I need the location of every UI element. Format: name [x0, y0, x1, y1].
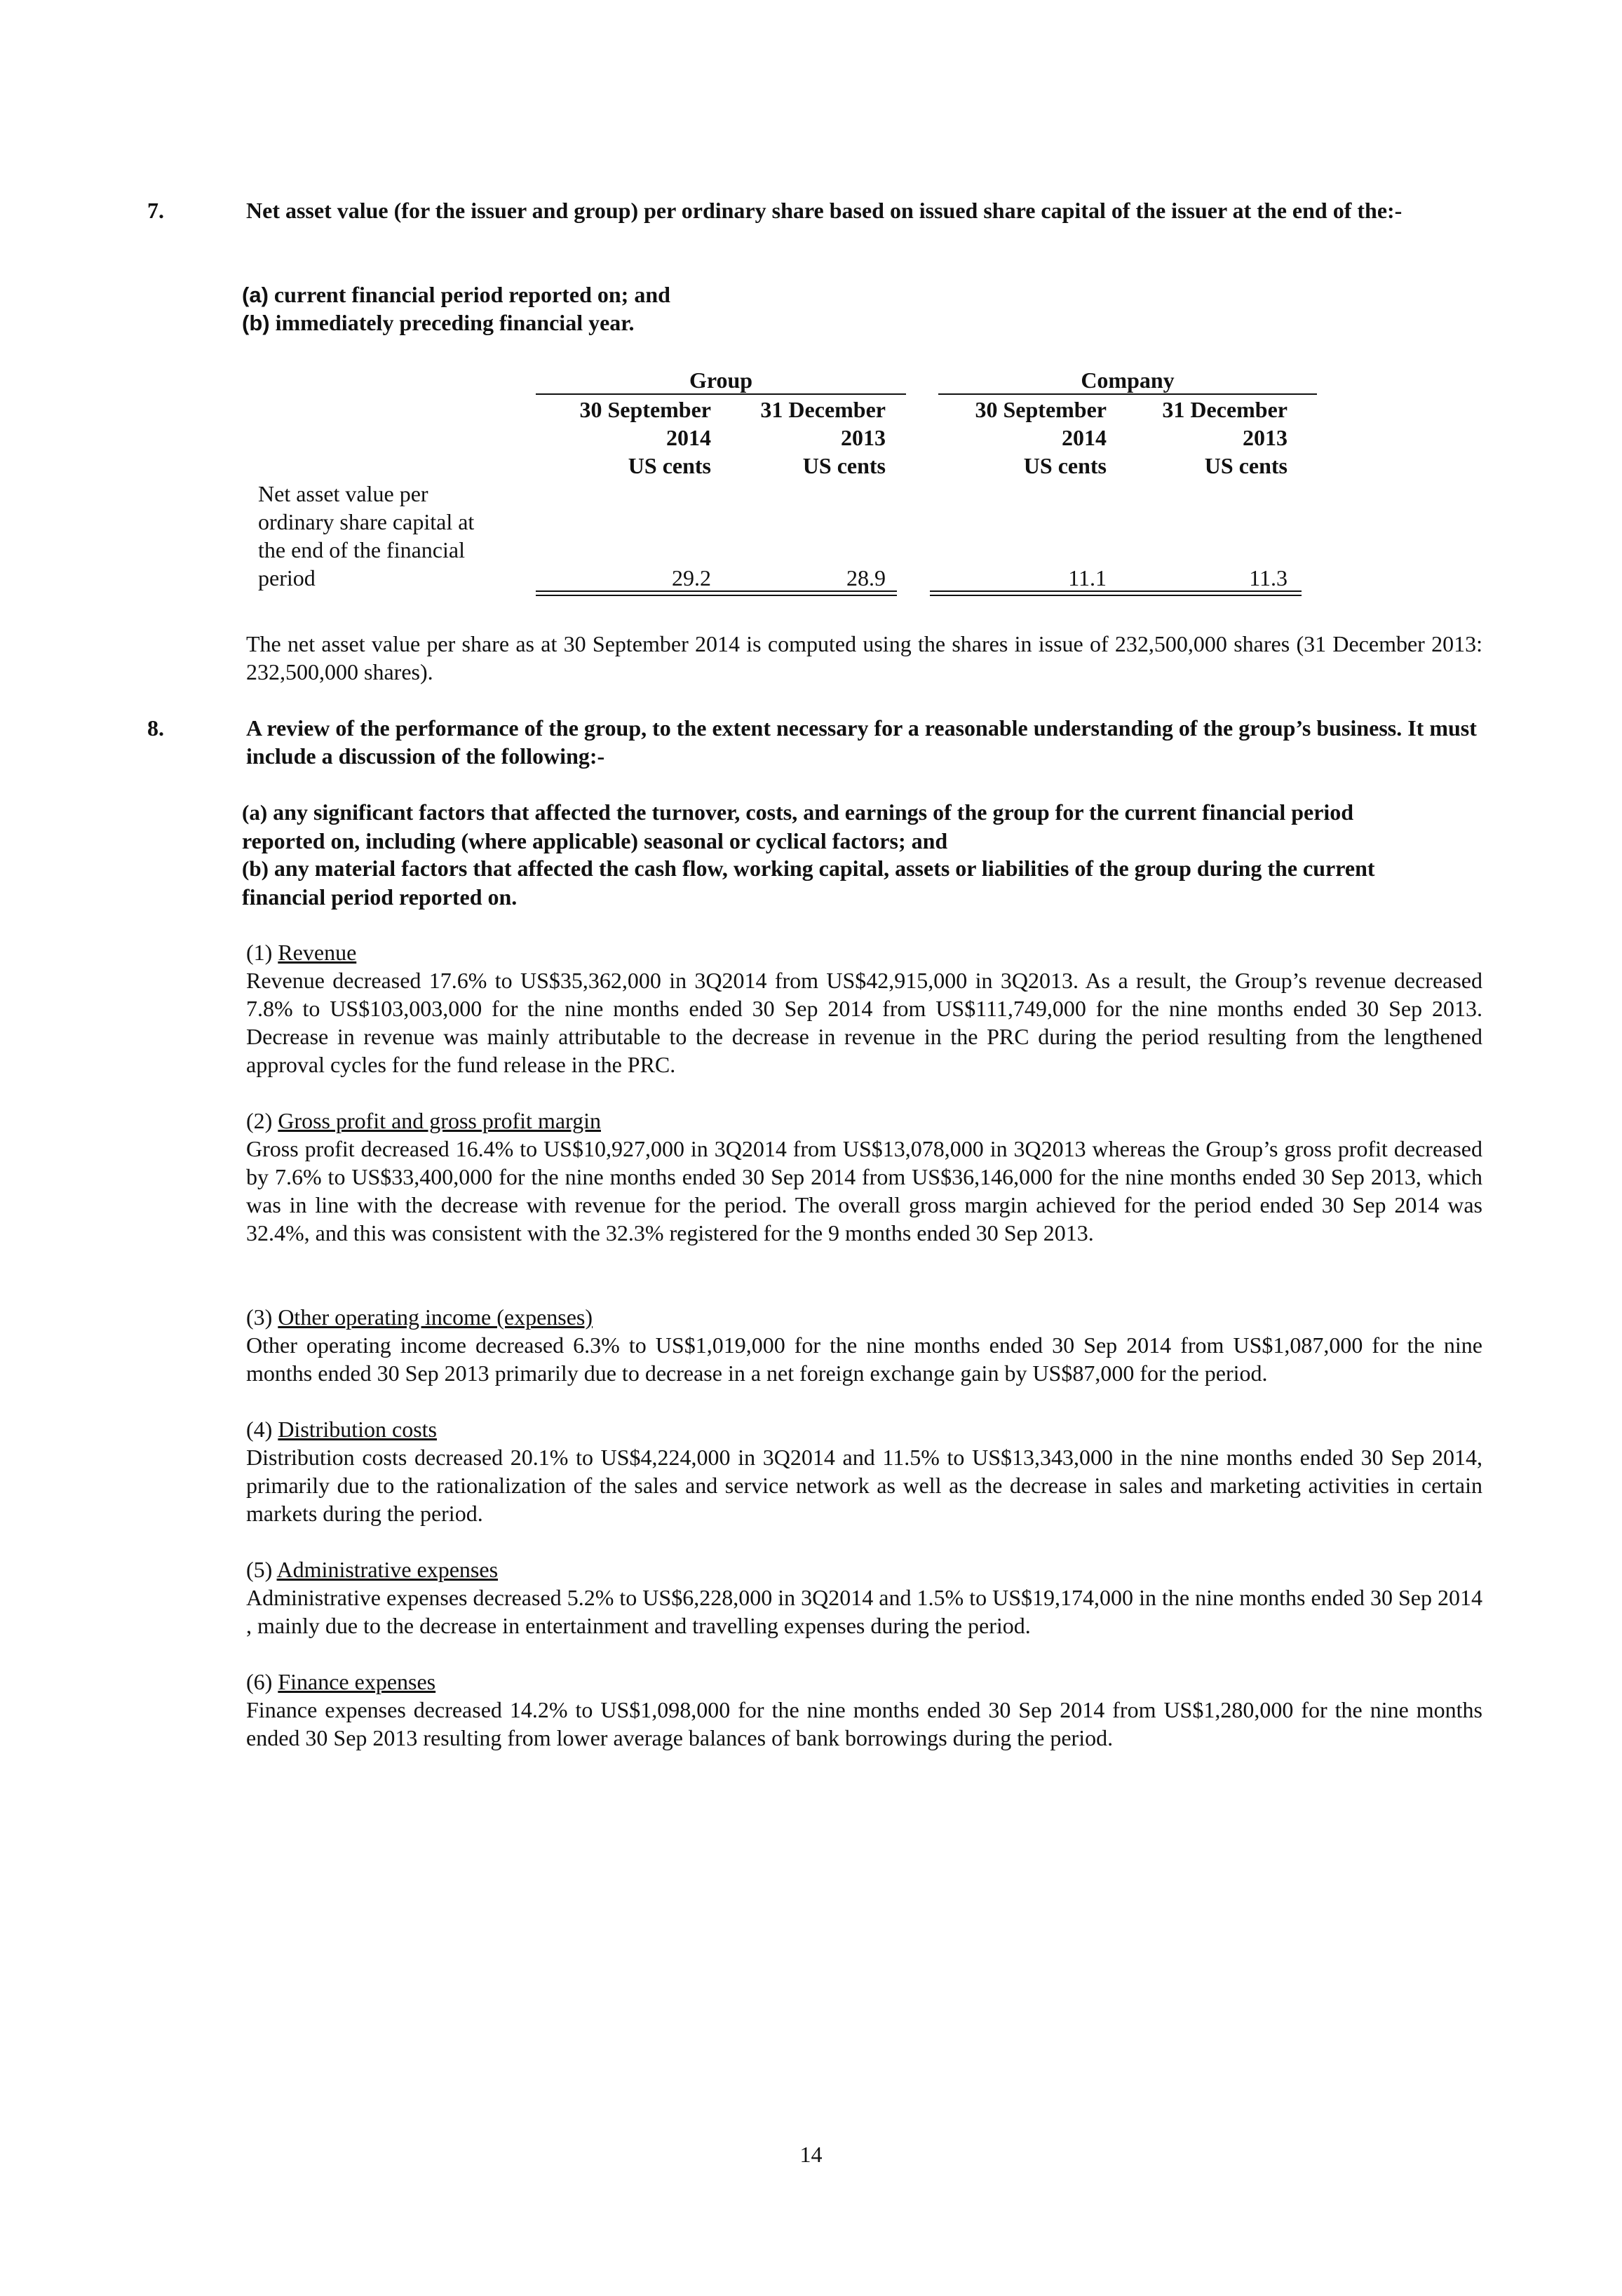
subsection-finance-expenses — [246, 1668, 1482, 1752]
section-7-heading: Net asset value (for the issuer and group) per ordinary share based on issued share capital of the issuer at the end of the:- — [246, 198, 1403, 223]
section-7-number: 7. — [147, 198, 164, 223]
subsection-body: Distribution costs decreased 20.1% to US$4,224,000 in 3Q2014 and 11.5% to US$13,343,000 in the nine months ended 30 Sep 2014, primarily due to the rationalization of the sales and service network as well as the decrease in sales and marketing activities in certain markets during the period. — [246, 1445, 1482, 1526]
value-group-current: 29.2 — [672, 565, 711, 590]
value-company-prior: 11.3 — [1249, 565, 1288, 590]
subsection-distribution-costs — [246, 1415, 1482, 1527]
item-text: immediately preceding financial year. — [275, 310, 635, 335]
section-8-item-a — [242, 798, 1434, 855]
subsection-body: Finance expenses decreased 14.2% to US$1,098,000 for the nine months ended 30 Sep 2014 from US$1,280,000 for the nine months ended 30 Sep 2013 resulting from lower average balances of bank borrowings during the period. — [246, 1697, 1482, 1750]
subsection-body: Administrative expenses decreased 5.2% to US$6,228,000 in 3Q2014 and 1.5% to US$19,174,000 in the nine months ended 30 Sep 2014 , mainly due to the decrease in entertainment and travelling expenses during the period. — [246, 1585, 1482, 1638]
subsection-revenue — [246, 938, 1482, 1079]
item-label: (a) — [242, 283, 269, 307]
company-header: Company — [1081, 367, 1175, 393]
col-head-company-prior: 31 December 2013 US cents — [1162, 397, 1288, 478]
section-8-item-b — [242, 854, 1434, 911]
col-head-group-prior: 31 December 2013 US cents — [760, 397, 886, 478]
subsection-body: Other operating income decreased 6.3% to US$1,019,000 for the nine months ended 30 Sep 2014 from US$1,087,000 for the nine months ended 30 Sep 2013 primarily due to decrease in a net foreign exchange gain by US$87,000 for the period. — [246, 1332, 1482, 1386]
subsection-body: Gross profit decreased 16.4% to US$10,927,000 in 3Q2014 from US$13,078,000 in 3Q2013 whereas the Group’s gross profit decreased by 7.6% to US$33,400,000 for the nine months ended 30 Sep 2014 from US$36,146,000 for the nine months ended 30 Sep 2013, which was in line with the decrease with revenue for the period. The overall gross margin achieved for the period ended 30 Sep 2014 was 32.4%, and this was consistent with the 32.3% registered for the 9 months ended 30 Sep 2013. — [246, 1136, 1482, 1245]
item-text: any significant factors that affected the turnover, costs, and earnings of the group for the current financial period reported on, including (where applicable) seasonal or cyclical factors; and — [242, 799, 1354, 853]
row-label-nav-per-share: Net asset value per ordinary share capital at the end of the financial period — [258, 481, 475, 590]
item-text: current financial period reported on; and — [273, 282, 670, 307]
subsection-title: (6) Finance expenses — [246, 1669, 436, 1694]
subsection-title: (5) Administrative expenses — [246, 1557, 499, 1582]
item-label: (b) — [242, 311, 270, 335]
section-8-heading: A review of the performance of the group, to the extent necessary for a reasonable understanding of the group’s business. It must include a discussion of the following:- — [246, 715, 1477, 769]
subsection-title: (1) Revenue — [246, 940, 357, 965]
group-header-rule — [536, 393, 906, 395]
subsection-other-operating-income — [246, 1303, 1482, 1387]
col-head-company-current: 30 September 2014 US cents — [975, 397, 1107, 478]
subsection-title: (4) Distribution costs — [246, 1417, 437, 1442]
nav-note: The net asset value per share as at 30 September 2014 is computed using the shares in issue of 232,500,000 shares (31 December 2013: 232,500,000 shares). — [246, 631, 1482, 684]
value-group-prior: 28.9 — [846, 565, 886, 590]
value-company-current: 11.1 — [1068, 565, 1107, 590]
item-label: (b) — [242, 856, 269, 881]
company-total-rule — [930, 590, 1302, 596]
subsection-title: (2) Gross profit and gross profit margin — [246, 1108, 601, 1133]
col-head-group-current: 30 September 2014 US cents — [579, 397, 711, 478]
section-8-number: 8. — [147, 715, 164, 741]
subsection-title: (3) Other operating income (expenses) — [246, 1304, 593, 1330]
page-number: 14 — [799, 2142, 823, 2167]
group-header: Group — [689, 367, 753, 393]
item-text: any material factors that affected the cash flow, working capital, assets or liabilities of the group during the current financial period reported on. — [242, 856, 1375, 910]
subsection-gross-profit — [246, 1107, 1482, 1247]
group-total-rule — [536, 590, 897, 596]
company-header-rule — [938, 393, 1317, 395]
subsection-administrative-expenses — [246, 1555, 1482, 1640]
subsection-body: Revenue decreased 17.6% to US$35,362,000 in 3Q2014 from US$42,915,000 in 3Q2013. As a result, the Group’s revenue decreased 7.8% to US$103,003,000 for the nine months ended 30 Sep 2014 from US$111,749,000 for the nine months ended 30 Sep 2013. Decrease in revenue was mainly attributable to the decrease in revenue in the PRC during the period resulting from the lengthened approval cycles for the fund release in the PRC. — [246, 968, 1482, 1077]
item-label: (a) — [242, 800, 268, 825]
section-7-item-b — [242, 309, 635, 337]
section-7-item-a — [242, 281, 670, 309]
